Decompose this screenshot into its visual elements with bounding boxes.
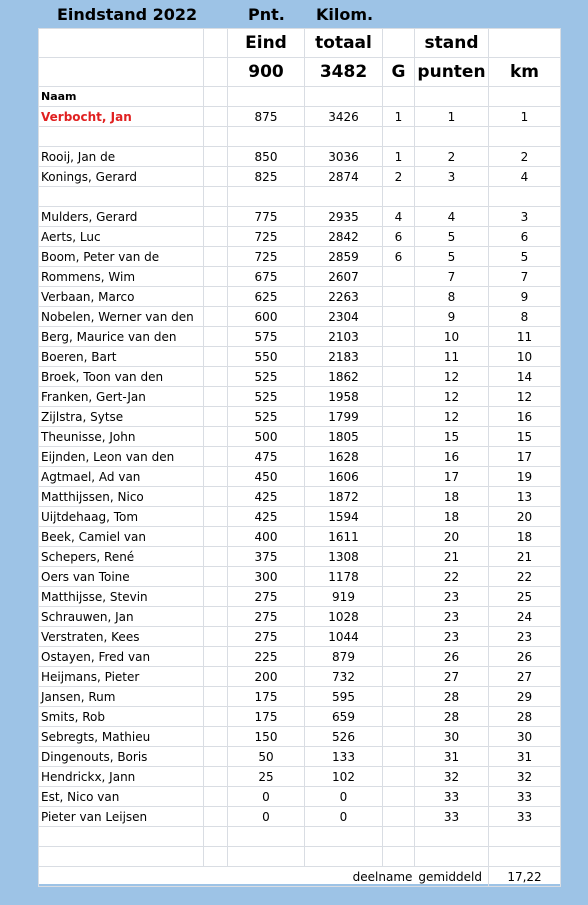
table-row — [39, 507, 561, 527]
spacer-cell — [204, 147, 228, 167]
spacer-cell — [204, 207, 228, 227]
stand-km-cell: 20 — [489, 507, 561, 527]
participant-name: Matthijssen, Nico — [39, 487, 204, 507]
km-cell: 732 — [305, 667, 383, 687]
participant-name: Nobelen, Werner van den — [39, 307, 204, 327]
points-cell: 425 — [228, 487, 305, 507]
stand-punten-cell: 20 — [415, 527, 489, 547]
empty-row — [39, 827, 561, 847]
km-cell: 2842 — [305, 227, 383, 247]
g-cell — [383, 267, 415, 287]
points-cell: 300 — [228, 567, 305, 587]
stand-punten-cell: 2 — [415, 147, 489, 167]
g-cell — [383, 327, 415, 347]
spacer-cell — [204, 487, 228, 507]
table-row — [39, 587, 561, 607]
table-row — [39, 527, 561, 547]
participant-name: Verbaan, Marco — [39, 287, 204, 307]
points-cell: 500 — [228, 427, 305, 447]
stand-km-cell: 33 — [489, 787, 561, 807]
table-row — [39, 787, 561, 807]
points-cell: 625 — [228, 287, 305, 307]
stand-km-cell: 1 — [489, 107, 561, 127]
stand-punten-cell: 4 — [415, 207, 489, 227]
footer-label-deelname: deelname — [352, 869, 413, 884]
g-cell — [383, 767, 415, 787]
km-cell: 133 — [305, 747, 383, 767]
stand-punten-cell: 33 — [415, 807, 489, 827]
stand-km-cell: 3 — [489, 207, 561, 227]
spacer-cell — [204, 327, 228, 347]
g-cell — [383, 807, 415, 827]
table-row — [39, 107, 561, 127]
standings-table — [38, 28, 561, 887]
g-cell — [383, 307, 415, 327]
stand-punten-cell: 26 — [415, 647, 489, 667]
spacer-cell — [204, 267, 228, 287]
km-cell: 1178 — [305, 567, 383, 587]
table-row — [39, 747, 561, 767]
stand-km-cell: 29 — [489, 687, 561, 707]
header-row-2 — [39, 58, 561, 87]
spacer-cell — [204, 527, 228, 547]
footer-label — [305, 867, 489, 887]
stand-km-cell: 24 — [489, 607, 561, 627]
g-cell — [383, 547, 415, 567]
g-cell — [383, 427, 415, 447]
table-row — [39, 567, 561, 587]
table-row — [39, 647, 561, 667]
spacer-cell — [204, 167, 228, 187]
table-row — [39, 207, 561, 227]
points-cell: 400 — [228, 527, 305, 547]
stand-punten-cell: 28 — [415, 707, 489, 727]
km-cell: 2183 — [305, 347, 383, 367]
points-cell: 0 — [228, 807, 305, 827]
kilometer-header: Kilom. — [316, 5, 374, 24]
points-cell: 200 — [228, 667, 305, 687]
footer-label-gemiddeld: gemiddeld — [418, 869, 482, 884]
stand-km-cell: 28 — [489, 707, 561, 727]
spacer-cell — [204, 767, 228, 787]
spacer-row — [39, 187, 561, 207]
g-cell — [383, 447, 415, 467]
stand-punten-cell: 31 — [415, 747, 489, 767]
g-cell: 2 — [383, 167, 415, 187]
stand-km-cell: 32 — [489, 767, 561, 787]
stand-km-cell: 23 — [489, 627, 561, 647]
table-row — [39, 547, 561, 567]
points-cell: 175 — [228, 707, 305, 727]
participant-name: Rooij, Jan de — [39, 147, 204, 167]
spacer-cell — [204, 667, 228, 687]
stand-punten-cell: 11 — [415, 347, 489, 367]
points-cell: 275 — [228, 607, 305, 627]
km-cell: 659 — [305, 707, 383, 727]
stand-km-cell: 33 — [489, 807, 561, 827]
points-cell: 275 — [228, 587, 305, 607]
table-row — [39, 307, 561, 327]
table-row — [39, 707, 561, 727]
stand-km-cell: 9 — [489, 287, 561, 307]
col-max-km: 3482 — [305, 58, 383, 87]
stand-km-cell: 31 — [489, 747, 561, 767]
points-cell: 0 — [228, 787, 305, 807]
col-stand: stand — [415, 29, 489, 58]
spacer-cell — [204, 467, 228, 487]
stand-punten-cell: 23 — [415, 607, 489, 627]
stand-punten-cell: 17 — [415, 467, 489, 487]
col-totaal: totaal — [305, 29, 383, 58]
stand-km-cell: 22 — [489, 567, 561, 587]
g-cell: 6 — [383, 247, 415, 267]
points-cell: 550 — [228, 347, 305, 367]
g-cell — [383, 747, 415, 767]
stand-punten-cell: 12 — [415, 367, 489, 387]
participant-name: Konings, Gerard — [39, 167, 204, 187]
g-cell: 1 — [383, 107, 415, 127]
spacer-cell — [204, 707, 228, 727]
points-cell: 775 — [228, 207, 305, 227]
g-cell — [383, 567, 415, 587]
spacer-cell — [204, 307, 228, 327]
stand-punten-cell: 5 — [415, 227, 489, 247]
participant-name: Heijmans, Pieter — [39, 667, 204, 687]
participant-name: Zijlstra, Sytse — [39, 407, 204, 427]
spacer-cell — [204, 647, 228, 667]
stand-punten-cell: 33 — [415, 787, 489, 807]
spacer-cell — [204, 807, 228, 827]
stand-punten-cell: 23 — [415, 627, 489, 647]
spacer-cell — [204, 567, 228, 587]
participant-name: Hendrickx, Jann — [39, 767, 204, 787]
table-row — [39, 767, 561, 787]
stand-km-cell: 27 — [489, 667, 561, 687]
g-cell — [383, 707, 415, 727]
spacer-cell — [204, 687, 228, 707]
col-g: G — [383, 58, 415, 87]
km-cell: 2103 — [305, 327, 383, 347]
table-row — [39, 467, 561, 487]
stand-punten-cell: 15 — [415, 427, 489, 447]
stand-km-cell: 12 — [489, 387, 561, 407]
stand-km-cell: 10 — [489, 347, 561, 367]
stand-km-cell: 16 — [489, 407, 561, 427]
stand-punten-cell: 22 — [415, 567, 489, 587]
stand-km-cell: 14 — [489, 367, 561, 387]
participant-name: Franken, Gert-Jan — [39, 387, 204, 407]
stand-km-cell: 21 — [489, 547, 561, 567]
g-cell — [383, 787, 415, 807]
spacer-cell — [204, 447, 228, 467]
stand-km-cell: 6 — [489, 227, 561, 247]
km-cell: 1805 — [305, 427, 383, 447]
participant-name: Schrauwen, Jan — [39, 607, 204, 627]
g-cell — [383, 487, 415, 507]
spacer-cell — [204, 547, 228, 567]
empty-row — [39, 847, 561, 867]
spacer-cell — [204, 627, 228, 647]
stand-punten-cell: 18 — [415, 507, 489, 527]
stand-km-cell: 13 — [489, 487, 561, 507]
stand-punten-cell: 12 — [415, 407, 489, 427]
g-cell — [383, 287, 415, 307]
naam-row — [39, 87, 561, 107]
km-cell: 1028 — [305, 607, 383, 627]
naam-label: Naam — [39, 87, 204, 107]
participant-name: Berg, Maurice van den — [39, 327, 204, 347]
spacer-cell — [204, 727, 228, 747]
stand-km-cell: 8 — [489, 307, 561, 327]
col-eind: Eind — [228, 29, 305, 58]
km-cell: 3426 — [305, 107, 383, 127]
col-max-points: 900 — [228, 58, 305, 87]
km-cell: 1799 — [305, 407, 383, 427]
table-row — [39, 807, 561, 827]
participant-name: Verstraten, Kees — [39, 627, 204, 647]
page-title: Eindstand 2022 — [57, 5, 198, 24]
g-cell: 1 — [383, 147, 415, 167]
spacer-cell — [204, 227, 228, 247]
points-cell: 525 — [228, 407, 305, 427]
points-cell: 600 — [228, 307, 305, 327]
spacer-cell — [204, 427, 228, 447]
stand-km-cell: 30 — [489, 727, 561, 747]
table-row — [39, 287, 561, 307]
participant-name: Jansen, Rum — [39, 687, 204, 707]
points-cell: 725 — [228, 227, 305, 247]
g-cell — [383, 587, 415, 607]
km-cell: 526 — [305, 727, 383, 747]
table-row — [39, 407, 561, 427]
table-row — [39, 327, 561, 347]
participant-name: Boom, Peter van de — [39, 247, 204, 267]
g-cell — [383, 387, 415, 407]
spacer-cell — [204, 347, 228, 367]
stand-km-cell: 7 — [489, 267, 561, 287]
km-cell: 0 — [305, 807, 383, 827]
km-cell: 1606 — [305, 467, 383, 487]
km-cell: 1872 — [305, 487, 383, 507]
points-cell: 675 — [228, 267, 305, 287]
stand-km-cell: 26 — [489, 647, 561, 667]
col-punten: punten — [415, 58, 489, 87]
points-cell: 50 — [228, 747, 305, 767]
points-cell: 725 — [228, 247, 305, 267]
spacer-cell — [204, 747, 228, 767]
km-cell: 0 — [305, 787, 383, 807]
stand-km-cell: 18 — [489, 527, 561, 547]
table-row — [39, 607, 561, 627]
participant-name: Rommens, Wim — [39, 267, 204, 287]
km-cell: 2263 — [305, 287, 383, 307]
participant-name: Uijtdehaag, Tom — [39, 507, 204, 527]
header-row-1 — [39, 29, 561, 58]
participant-name: Beek, Camiel van — [39, 527, 204, 547]
participant-name: Theunisse, John — [39, 427, 204, 447]
points-cell: 825 — [228, 167, 305, 187]
points-cell: 225 — [228, 647, 305, 667]
participant-name: Dingenouts, Boris — [39, 747, 204, 767]
table-row — [39, 347, 561, 367]
stand-punten-cell: 23 — [415, 587, 489, 607]
spacer-cell — [204, 247, 228, 267]
km-cell: 2859 — [305, 247, 383, 267]
participant-name: Oers van Toine — [39, 567, 204, 587]
table-row — [39, 427, 561, 447]
km-cell: 3036 — [305, 147, 383, 167]
stand-km-cell: 11 — [489, 327, 561, 347]
participant-name: Agtmael, Ad van — [39, 467, 204, 487]
table-row — [39, 687, 561, 707]
points-cell: 25 — [228, 767, 305, 787]
g-cell — [383, 527, 415, 547]
table-row — [39, 247, 561, 267]
km-cell: 919 — [305, 587, 383, 607]
table-row — [39, 727, 561, 747]
stand-km-cell: 19 — [489, 467, 561, 487]
stand-km-cell: 25 — [489, 587, 561, 607]
table-row — [39, 267, 561, 287]
stand-punten-cell: 9 — [415, 307, 489, 327]
g-cell: 4 — [383, 207, 415, 227]
stand-punten-cell: 7 — [415, 267, 489, 287]
footer-row — [39, 867, 561, 887]
participant-name: Aerts, Luc — [39, 227, 204, 247]
km-cell: 2874 — [305, 167, 383, 187]
participant-name: Eijnden, Leon van den — [39, 447, 204, 467]
km-cell: 879 — [305, 647, 383, 667]
participant-name: Est, Nico van — [39, 787, 204, 807]
stand-punten-cell: 28 — [415, 687, 489, 707]
table-row — [39, 227, 561, 247]
spacer-cell — [204, 107, 228, 127]
table-row — [39, 667, 561, 687]
km-cell: 2607 — [305, 267, 383, 287]
spacer-cell — [204, 387, 228, 407]
km-cell: 1594 — [305, 507, 383, 527]
standings-sheet — [38, 28, 560, 884]
stand-km-cell: 15 — [489, 427, 561, 447]
points-cell: 575 — [228, 327, 305, 347]
spacer-cell — [204, 367, 228, 387]
footer-value: 17,22 — [489, 867, 561, 887]
km-cell: 2304 — [305, 307, 383, 327]
stand-km-cell: 2 — [489, 147, 561, 167]
km-cell: 1044 — [305, 627, 383, 647]
table-row — [39, 447, 561, 467]
points-cell: 875 — [228, 107, 305, 127]
stand-punten-cell: 1 — [415, 107, 489, 127]
g-cell — [383, 467, 415, 487]
stand-punten-cell: 30 — [415, 727, 489, 747]
points-header: Pnt. — [248, 5, 285, 24]
participant-name: Broek, Toon van den — [39, 367, 204, 387]
participant-name: Mulders, Gerard — [39, 207, 204, 227]
table-row — [39, 487, 561, 507]
spacer-cell — [204, 407, 228, 427]
g-cell — [383, 667, 415, 687]
participant-name: Verbocht, Jan — [39, 107, 204, 127]
participant-name: Sebregts, Mathieu — [39, 727, 204, 747]
spacer-row — [39, 127, 561, 147]
g-cell — [383, 347, 415, 367]
g-cell: 6 — [383, 227, 415, 247]
spacer-cell — [204, 287, 228, 307]
participant-name: Schepers, René — [39, 547, 204, 567]
stand-punten-cell: 12 — [415, 387, 489, 407]
points-cell: 525 — [228, 367, 305, 387]
stand-punten-cell: 8 — [415, 287, 489, 307]
g-cell — [383, 627, 415, 647]
points-cell: 475 — [228, 447, 305, 467]
spacer-cell — [204, 587, 228, 607]
g-cell — [383, 407, 415, 427]
participant-name: Pieter van Leijsen — [39, 807, 204, 827]
participant-name: Smits, Rob — [39, 707, 204, 727]
g-cell — [383, 607, 415, 627]
participant-name: Boeren, Bart — [39, 347, 204, 367]
spacer-cell — [204, 787, 228, 807]
table-row — [39, 167, 561, 187]
g-cell — [383, 507, 415, 527]
table-row — [39, 147, 561, 167]
points-cell: 850 — [228, 147, 305, 167]
points-cell: 425 — [228, 507, 305, 527]
g-cell — [383, 367, 415, 387]
stand-punten-cell: 16 — [415, 447, 489, 467]
stand-punten-cell: 32 — [415, 767, 489, 787]
stand-punten-cell: 18 — [415, 487, 489, 507]
table-row — [39, 627, 561, 647]
participant-name: Matthijsse, Stevin — [39, 587, 204, 607]
stand-km-cell: 5 — [489, 247, 561, 267]
km-cell: 1611 — [305, 527, 383, 547]
km-cell: 2935 — [305, 207, 383, 227]
points-cell: 525 — [228, 387, 305, 407]
stand-punten-cell: 5 — [415, 247, 489, 267]
stand-km-cell: 4 — [489, 167, 561, 187]
stand-punten-cell: 27 — [415, 667, 489, 687]
stand-punten-cell: 21 — [415, 547, 489, 567]
points-cell: 175 — [228, 687, 305, 707]
km-cell: 1862 — [305, 367, 383, 387]
g-cell — [383, 687, 415, 707]
points-cell: 450 — [228, 467, 305, 487]
participant-name: Ostayen, Fred van — [39, 647, 204, 667]
stand-punten-cell: 3 — [415, 167, 489, 187]
km-cell: 102 — [305, 767, 383, 787]
points-cell: 150 — [228, 727, 305, 747]
km-cell: 1628 — [305, 447, 383, 467]
col-km: km — [489, 58, 561, 87]
table-row — [39, 367, 561, 387]
km-cell: 1958 — [305, 387, 383, 407]
points-cell: 275 — [228, 627, 305, 647]
spacer-cell — [204, 607, 228, 627]
km-cell: 1308 — [305, 547, 383, 567]
g-cell — [383, 647, 415, 667]
table-row — [39, 387, 561, 407]
stand-km-cell: 17 — [489, 447, 561, 467]
spacer-cell — [204, 507, 228, 527]
stand-punten-cell: 10 — [415, 327, 489, 347]
title-bar — [0, 0, 588, 28]
km-cell: 595 — [305, 687, 383, 707]
points-cell: 375 — [228, 547, 305, 567]
g-cell — [383, 727, 415, 747]
